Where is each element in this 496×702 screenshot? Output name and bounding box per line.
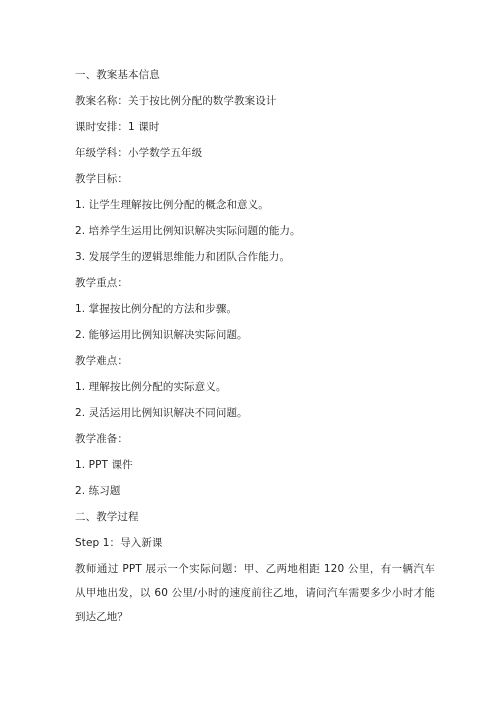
lesson-name: 教案名称：关于按比例分配的数学教案设计 bbox=[75, 95, 277, 107]
difficulty-item-2: 2. 灵活运用比例知识解决不同问题。 bbox=[75, 407, 248, 419]
preparation-item-1: 1. PPT 课件 bbox=[75, 459, 133, 471]
key-point-item-1: 1. 掌握按比例分配的方法和步骤。 bbox=[75, 303, 238, 315]
preparation-heading: 教学准备： bbox=[75, 433, 128, 445]
grade-subject: 年级学科：小学数学五年级 bbox=[75, 147, 203, 159]
goal-item-2: 2. 培养学生运用比例知识解决实际问题的能力。 bbox=[75, 225, 301, 237]
key-points-heading: 教学重点： bbox=[75, 277, 128, 289]
section-heading-basic-info: 一、教案基本信息 bbox=[75, 69, 160, 81]
section-heading-process: 二、教学过程 bbox=[75, 511, 139, 523]
key-point-item-2: 2. 能够运用比例知识解决实际问题。 bbox=[75, 329, 248, 341]
difficulties-heading: 教学难点： bbox=[75, 355, 128, 367]
step-1-heading: Step 1：导入新课 bbox=[75, 537, 163, 549]
goal-item-3: 3. 发展学生的逻辑思维能力和团队合作能力。 bbox=[75, 251, 291, 263]
preparation-item-2: 2. 练习题 bbox=[75, 485, 121, 497]
teaching-goals-heading: 教学目标： bbox=[75, 173, 128, 185]
step-1-paragraph: 教师通过 PPT 展示一个实际问题：甲、乙两地相距 120 公里，有一辆汽车从甲地出发，以 60 公里/小时的速度前往乙地，请问汽车需要多少小时才能到达乙地？ bbox=[75, 563, 435, 623]
class-hours: 课时安排：1 课时 bbox=[75, 121, 160, 133]
goal-item-1: 1. 让学生理解按比例分配的概念和意义。 bbox=[75, 199, 269, 211]
difficulty-item-1: 1. 理解按比例分配的实际意义。 bbox=[75, 381, 227, 393]
